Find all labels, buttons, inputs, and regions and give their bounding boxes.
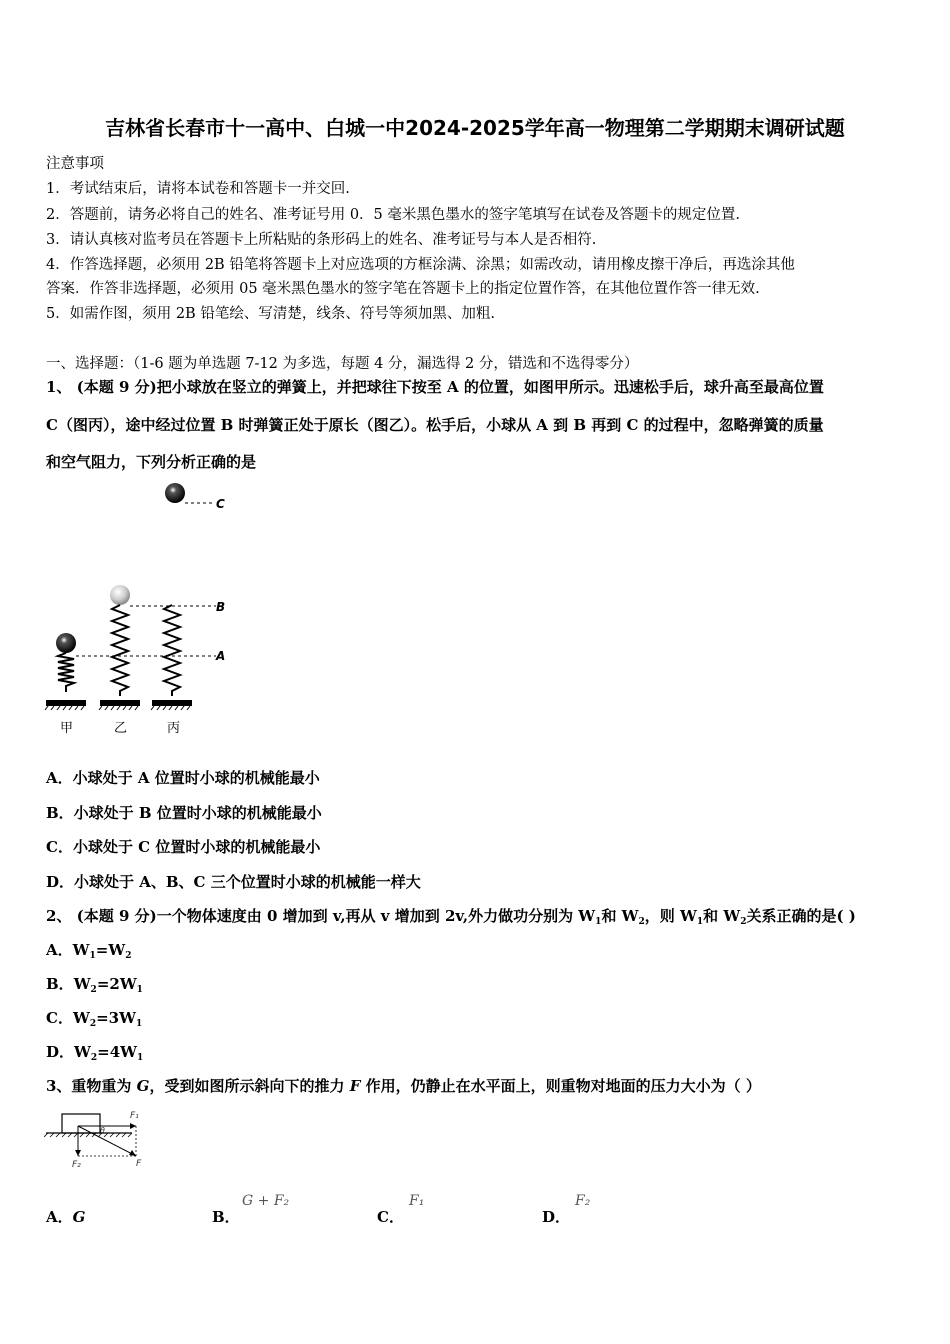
option-a[interactable]: A．G — [46, 1208, 86, 1226]
option-c-formula: F₁ — [409, 1193, 425, 1209]
question-1-line: 1、 (本题 9 分)把小球放在竖立的弹簧上，并把球往下按至 A 的位置，如图甲所示。迅速松手后，球升高至最高位置 — [46, 378, 824, 396]
label-b: B — [216, 600, 226, 614]
option-a[interactable]: A．$W_1=W_2$ — [46, 941, 132, 961]
label-f2: F₂ — [72, 1160, 81, 1170]
notice-item: 2．答题前，请务必将自己的姓名、准考证号用 0．5 毫米黑色墨水的签字笔填写在试卷及答题卡的规定位置. — [46, 207, 740, 223]
question-2-stem: 2、 (本题 9 分)一个物体速度由 0 增加到 v,再从 v 增加到 2v,外力做功分别为 $W_1$和 $W_2$，则 $W_1$和 $W_2$关系正确的是( ) — [46, 907, 856, 927]
spring-yi — [112, 605, 128, 696]
option-b[interactable]: B．小球处于 B 位置时小球的机械能最小 — [46, 804, 322, 822]
label-yi: 乙 — [114, 721, 128, 736]
section-heading: 一、选择题：（1-6 题为单选题 7-12 为多选，每题 4 分，漏选得 2 分，错选和不选得零分） — [46, 356, 639, 372]
notice-item: 答案．作答非选择题，必须用 05 毫米黑色墨水的签字笔在答题卡上的指定位置作答，在其他位置作答一律无效. — [46, 281, 760, 297]
notice-item: 5．如需作图，须用 2B 铅笔绘、写清楚，线条、符号等须加黑、加粗. — [46, 306, 495, 322]
label-bing: 丙 — [167, 721, 181, 736]
option-d[interactable]: D． — [542, 1208, 571, 1226]
option-b[interactable]: B．$W_2=2W_1$ — [46, 975, 143, 995]
option-d[interactable]: D．$W_2=4W_1$ — [46, 1043, 144, 1063]
notice-item: 1．考试结束后，请将本试卷和答题卡一并交回. — [46, 181, 350, 197]
label-jia: 甲 — [60, 721, 74, 736]
spring-figure — [44, 478, 244, 740]
label-a: A — [216, 649, 226, 663]
ball-c — [165, 483, 185, 503]
force-figure — [44, 1104, 154, 1174]
label-f1: F₁ — [130, 1111, 139, 1121]
label-f: F — [136, 1159, 142, 1169]
notice-item: 3．请认真核对监考员在答题卡上所粘贴的条形码上的姓名、准考证号与本人是否相符. — [46, 232, 597, 248]
label-c: C — [216, 497, 225, 511]
spring-bing — [164, 605, 180, 696]
notice-heading: 注意事项 — [46, 156, 104, 172]
question-1-line: 和空气阻力，下列分析正确的是 — [46, 453, 257, 471]
option-c[interactable]: C．$W_2=3W_1$ — [46, 1009, 143, 1029]
ball-b — [110, 585, 130, 605]
option-b[interactable]: B． — [212, 1208, 240, 1226]
block — [62, 1114, 100, 1133]
option-c[interactable]: C．小球处于 C 位置时小球的机械能最小 — [46, 838, 321, 856]
ball-a — [56, 633, 76, 653]
label-theta: θ — [100, 1126, 105, 1135]
option-a[interactable]: A．小球处于 A 位置时小球的机械能最小 — [46, 769, 320, 787]
option-b-formula: G + F₂ — [242, 1193, 290, 1209]
notice-item: 4．作答选择题，必须用 2B 铅笔将答题卡上对应选项的方框涂满、涂黑；如需改动，请用橡皮擦干净后，再选涂其他 — [46, 257, 795, 273]
spring-jia — [58, 653, 74, 692]
option-c[interactable]: C． — [377, 1208, 404, 1226]
question-1-line: C（图丙），途中经过位置 B 时弹簧正处于原长（图乙）。松手后，小球从 A 到 B 再到 C 的过程中，忽略弹簧的质量 — [46, 416, 824, 434]
page-title: 吉林省长春市十一高中、白城一中2024-2025学年高一物理第二学期期末调研试题 — [105, 116, 845, 140]
question-3-stem: 3、重物重为 G，受到如图所示斜向下的推力 F 作用，仍静止在水平面上，则重物对地面的压力大小为（ ） — [46, 1077, 761, 1095]
option-d-formula: F₂ — [575, 1193, 591, 1209]
option-d[interactable]: D．小球处于 A、B、C 三个位置时小球的机械能一样大 — [46, 873, 421, 891]
